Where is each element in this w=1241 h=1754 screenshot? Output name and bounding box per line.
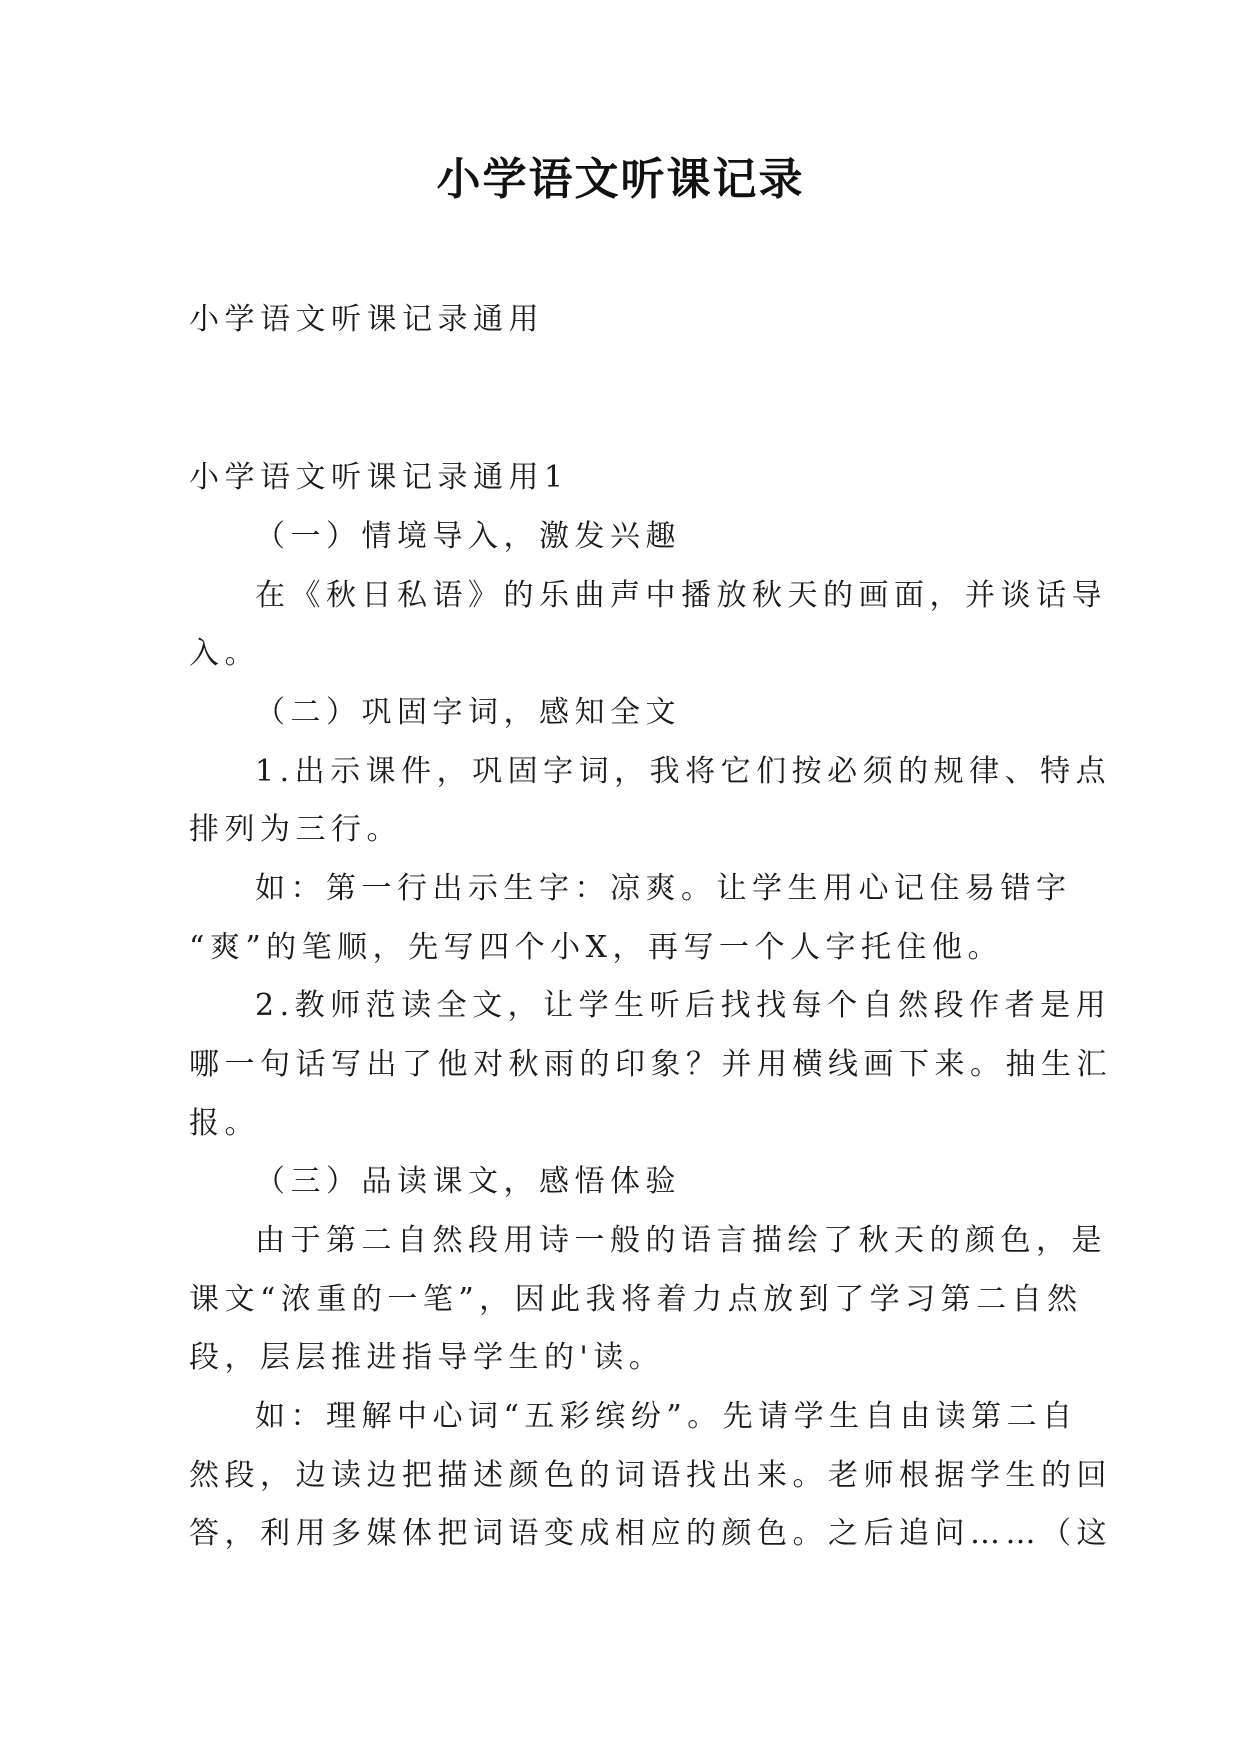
paragraph-line: 如：第一行出示生字：凉爽。让学生用心记住易错字 xyxy=(255,871,1072,906)
paragraph-line: 报。 xyxy=(189,1106,260,1141)
document-title: 小学语文听课记录 xyxy=(436,154,805,205)
section-heading: 小学语文听课记录通用1 xyxy=(189,460,569,495)
paragraph-line: 在《秋日私语》的乐曲声中播放秋天的画面，并谈话导 xyxy=(255,578,1107,613)
paragraph-line: 课文“浓重的一笔”，因此我将着力点放到了学习第二自然 xyxy=(189,1282,1083,1317)
paragraph-line: 1.出示课件，巩固字词，我将它们按必须的规律、特点 xyxy=(255,754,1112,789)
paragraph-line: 然段，边读边把描述颜色的词语找出来。老师根据学生的回 xyxy=(189,1458,1112,1493)
paragraph-line: 排列为三行。 xyxy=(189,812,402,847)
paragraph-heading: （三）品读课文，感悟体验 xyxy=(255,1164,681,1199)
paragraph-heading: （二）巩固字词，感知全文 xyxy=(255,695,681,730)
paragraph-line: 如：理解中心词“五彩缤纷”。先请学生自由读第二自 xyxy=(255,1399,1078,1434)
paragraph-line: 段，层层推进指导学生的'读。 xyxy=(189,1340,665,1375)
paragraph-line: 答，利用多媒体把词语变成相应的颜色。之后追问……（这 xyxy=(189,1516,1112,1551)
paragraph-line: “爽”的笔顺，先写四个小X，再写一个人字托住他。 xyxy=(189,930,1004,965)
document-subtitle: 小学语文听课记录通用 xyxy=(189,302,544,337)
paragraph-line: 入。 xyxy=(189,636,260,671)
paragraph-line: 2.教师范读全文，让学生听后找找每个自然段作者是用 xyxy=(255,988,1112,1023)
paragraph-heading: （一）情境导入，激发兴趣 xyxy=(255,519,681,554)
paragraph-line: 哪一句话写出了他对秋雨的印象？并用横线画下来。抽生汇 xyxy=(189,1047,1112,1082)
paragraph-line: 由于第二自然段用诗一般的语言描绘了秋天的颜色，是 xyxy=(255,1223,1107,1258)
